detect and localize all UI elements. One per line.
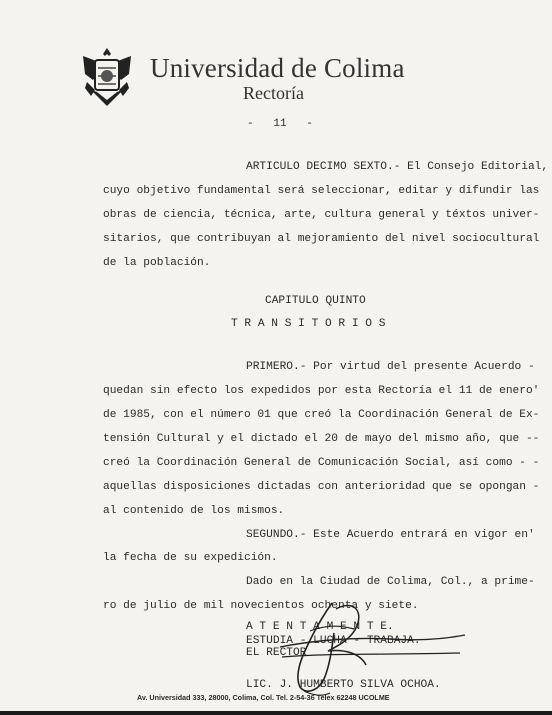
text-line: sitarios, que contribuyan al mejoramiento del nivel sociocultural bbox=[103, 233, 540, 245]
motto: ESTUDIA - LUCHA - TRABAJA. bbox=[246, 635, 421, 647]
text-line: ro de julio de mil novecientos ochenta y siete. bbox=[103, 600, 419, 612]
page-number: - 11 - bbox=[247, 118, 314, 130]
text-line: al contenido de los mismos. bbox=[103, 505, 285, 517]
text-line: quedan sin efecto los expedidos por esta Rectoría el 11 de enero' bbox=[103, 385, 540, 397]
text-line: aquellas disposiciones dictadas con anterioridad que se opongan - bbox=[103, 481, 540, 493]
text-line: cuyo objetivo fundamental será seleccionar, editar y difundir las bbox=[103, 185, 540, 197]
text-line: de la población. bbox=[103, 257, 211, 269]
text-line: de 1985, con el número 01 que creó la Coordinación General de Ex- bbox=[103, 409, 540, 421]
institution-name: Universidad de Colima bbox=[150, 53, 405, 83]
university-crest-icon bbox=[81, 46, 133, 108]
signer-role: EL RECTOR bbox=[246, 647, 307, 659]
text-line: ARTICULO DECIMO SEXTO.- El Consejo Editorial, bbox=[246, 161, 549, 173]
text-line: obras de ciencia, técnica, arte, cultura general y téxtos univer- bbox=[103, 209, 540, 221]
office-name: Rectoría bbox=[243, 83, 304, 103]
chapter-title: CAPITULO QUINTO bbox=[265, 295, 366, 307]
text-line: SEGUNDO.- Este Acuerdo entrará en vigor en' bbox=[246, 529, 535, 541]
footer-address: Av. Universidad 333, 28000, Colima, Col. Tel. 2-54-36 Telex 62248 UCOLME bbox=[137, 693, 390, 702]
text-line: creó la Coordinación General de Comunicación Social, así como - - bbox=[103, 457, 540, 469]
text-line: tensión Cultural y el dictado el 20 de mayo del mismo año, que -- bbox=[103, 433, 540, 445]
text-line: Dado en la Ciudad de Colima, Col., a prime- bbox=[246, 576, 535, 588]
signer-name: LIC. J. HUMBERTO SILVA OCHOA. bbox=[246, 679, 441, 691]
atentamente: A T E N T A M E N T E. bbox=[246, 621, 394, 633]
text-line: PRIMERO.- Por virtud del presente Acuerdo - bbox=[246, 361, 535, 373]
chapter-subtitle: T R A N S I T O R I O S bbox=[231, 318, 386, 330]
scan-border bbox=[0, 711, 552, 715]
text-line: la fecha de su expedición. bbox=[103, 552, 278, 564]
